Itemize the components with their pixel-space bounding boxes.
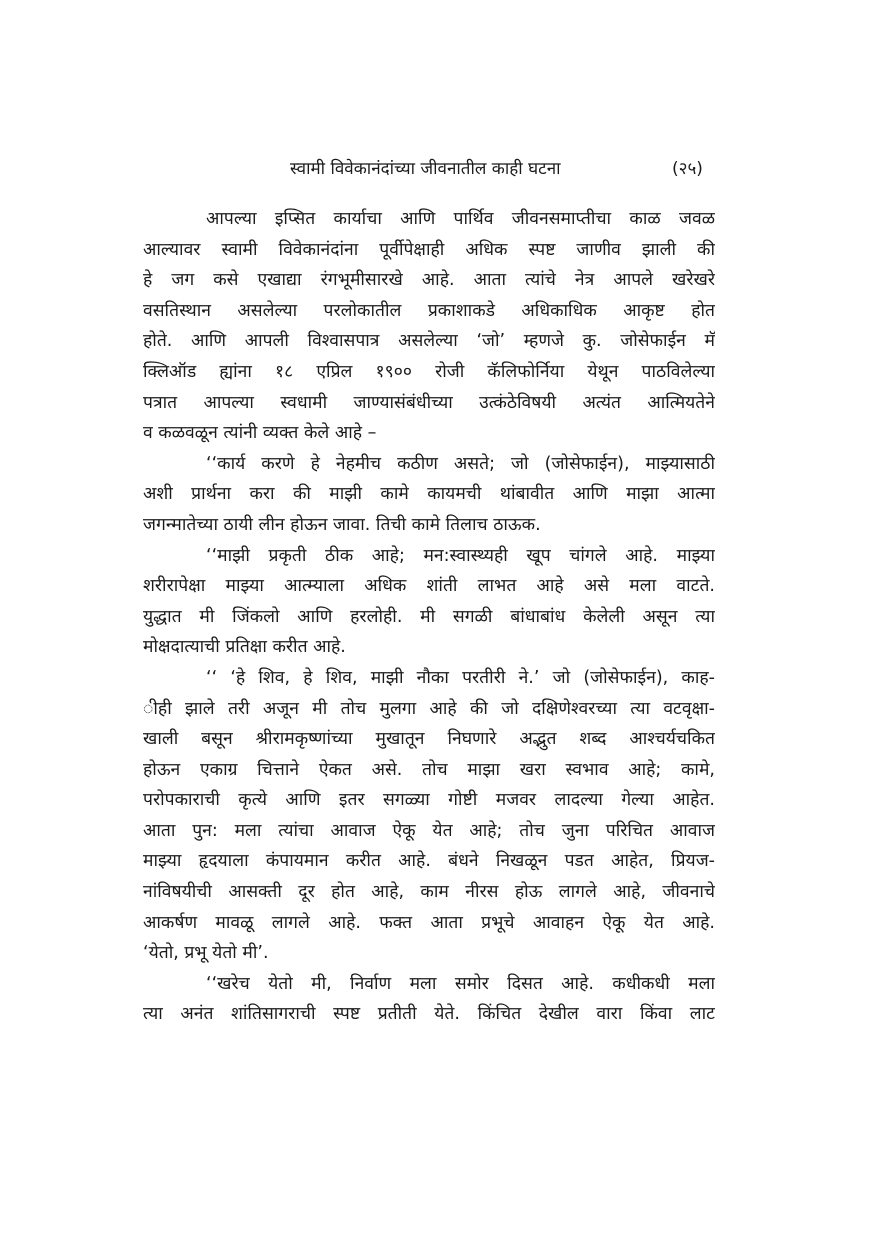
text-line: होऊन एकाग्र चित्ताने ऐकत असे. तोच माझा खरा स्वभाव आहे; कामे, (143, 759, 715, 780)
running-title: स्वामी विवेकानंदांच्या जीवनातील काही घटना (290, 159, 561, 179)
text-line: खाली बसून श्रीरामकृष्णांच्या मुखातून निघणारे अद्भुत शब्द आश्चर्यचकित (143, 729, 715, 750)
text-line: ीही झाले तरी अजून मी तोच मुलगा आहे की जो दक्षिणेश्वरच्या त्या वटवृक्षा- (143, 698, 715, 719)
text-line: आकर्षण मावळू लागले आहे. फक्त आता प्रभूचे आवाहन ऐकू येत आहे. (143, 912, 715, 933)
text-line: अशी प्रार्थना करा की माझी कामे कायमची थांबावीत आणि माझा आत्मा (143, 484, 715, 505)
text-line: आता पुन: मला त्यांचा आवाज ऐकू येत आहे; तोच जुना परिचित आवाज (143, 820, 715, 841)
text-line: जगन्मातेच्या ठायी लीन होऊन जावा. तिची कामे तिलाच ठाऊक. (143, 514, 541, 535)
text-line: ‘‘कार्य करणे हे नेहमीच कठीण असते; जो (जोसेफाईन), माझ्यासाठी (206, 453, 715, 474)
text-line: ‘येतो, प्रभू येतो मी’. (143, 943, 269, 964)
text-line: नांविषयीची आसक्ती दूर होत आहे, काम नीरस होऊ लागले आहे, जीवनाचे (143, 882, 715, 903)
page-number: (२५) (672, 159, 703, 179)
text-line: होते. आणि आपली विश्वासपात्र असलेल्या ‘जो’ म्हणजे कु. जोसेफाईन मॅ (143, 331, 715, 352)
text-line: व कळवळून त्यांनी व्यक्त केले आहे – (143, 423, 377, 444)
running-header (0, 156, 875, 182)
text-line: परोपकाराची कृत्ये आणि इतर सगळ्या गोष्टी मजवर लादल्या गेल्या आहेत. (143, 790, 715, 811)
body-text (143, 204, 715, 1030)
text-line: हे जग कसे एखाद्या रंगभूमीसारखे आहे. आता त्यांचे नेत्र आपले खरेखरे (143, 270, 715, 291)
text-line: ‘‘खरेच येतो मी, निर्वाण मला समोर दिसत आहे. कधीकधी मला (206, 973, 715, 994)
text-line: क्लिऑड ह्यांना १८ एप्रिल १९०० रोजी कॅलिफोर्निया येथून पाठविलेल्या (143, 361, 715, 382)
text-line: माझ्या हृदयाला कंपायमान करीत आहे. बंधने निखळून पडत आहेत, प्रियज- (143, 851, 715, 872)
text-line: वसतिस्थान असलेल्या परलोकातील प्रकाशाकडे अधिकाधिक आकृष्ट होत (143, 300, 715, 321)
text-line: शरीरापेक्षा माझ्या आत्म्याला अधिक शांती लाभत आहे असे मला वाटते. (143, 576, 715, 597)
text-line: ‘‘ ‘हे शिव, हे शिव, माझी नौका परतीरी ने.’ जो (जोसेफाईन), काह- (206, 667, 715, 688)
text-line: त्या अनंत शांतिसागराची स्पष्ट प्रतीती येते. किंचित देखील वारा किंवा लाट (143, 1004, 715, 1025)
text-line: ‘‘माझी प्रकृती ठीक आहे; मन:स्वास्थ्यही खूप चांगले आहे. माझ्या (206, 545, 715, 566)
text-line: पत्रात आपल्या स्वधामी जाण्यासंबंधीच्या उत्कंठेविषयी अत्यंत आत्मियतेने (143, 392, 715, 413)
text-line: आल्यावर स्वामी विवेकानंदांना पूर्वीपेक्षाही अधिक स्पष्ट जाणीव झाली की (143, 239, 715, 260)
text-line: युद्धात मी जिंकलो आणि हरलोही. मी सगळी बांधाबांध केलेली असून त्या (143, 606, 715, 627)
text-line: मोक्षदात्याची प्रतिक्षा करीत आहे. (143, 637, 346, 658)
text-line: आपल्या इप्सित कार्याचा आणि पार्थिव जीवनसमाप्तीचा काळ जवळ (206, 209, 715, 229)
